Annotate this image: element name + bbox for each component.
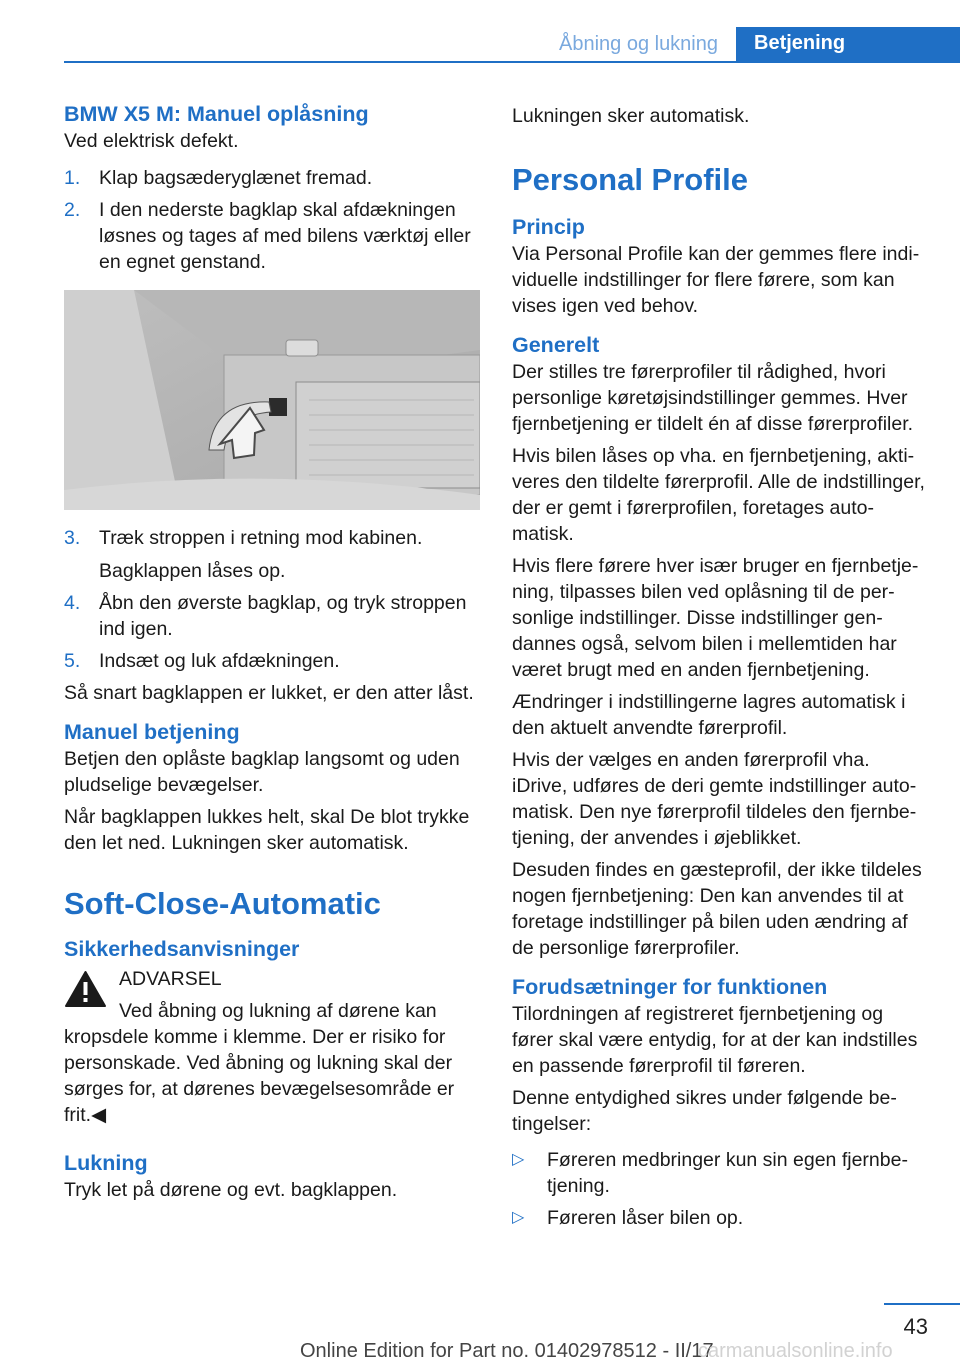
paragraph-general-4: Ændringer i indstillingerne lagres automatisk i den aktuelt anvendte førerprofil.: [512, 691, 906, 739]
paragraph-prereq-1: Tilordningen af registreret fjernbetjening og fører skal være entydig, for at der kan indstilles en passende førerprofil til føreren.: [512, 1003, 918, 1077]
paragraph-general-1: Der stilles tre førerprofiler til rådighed, hvori personlige køretøjsindstillinger gemmes. Hver fjernbetjening er tildelt én af disse førerprofiler.: [512, 361, 914, 435]
heading-principle: Princip: [512, 215, 585, 239]
page-header: [64, 27, 960, 63]
list-item: [64, 525, 482, 584]
paragraph-closing-auto: Lukningen sker automatisk.: [512, 105, 750, 127]
triangle-bullet-icon: ▷: [512, 1209, 525, 1226]
warning-block: [64, 966, 482, 992]
step-text: Åbn den øverste bagklap, og tryk stroppen ind igen.: [99, 592, 467, 640]
paragraph-manual-2: Når bagklappen lukkes helt, skal De blot trykke den let ned. Lukningen sker automatisk.: [64, 806, 470, 854]
condition-text: Føreren låser bilen op.: [547, 1207, 744, 1229]
list-item: [512, 1147, 928, 1199]
list-item: [64, 197, 482, 275]
list-item: [64, 590, 482, 642]
list-item: [64, 165, 482, 191]
list-item: [512, 1205, 928, 1231]
conditions-list: [512, 1147, 928, 1231]
condition-text: Føreren medbringer kun sin egen fjernbetjening.: [547, 1149, 908, 1197]
paragraph-prereq-2: Denne entydighed sikres under følgende betingelser:: [512, 1087, 897, 1135]
footer-watermark: carmanualsonline.info: [698, 1340, 893, 1362]
warning-text: Ved åbning og lukning af dørene kan kropsdele komme i klemme. Der er risiko for personskade. Ved åbning og lukning skal der sørges for, at dørenes bevægelsesområde er frit.◀: [64, 1000, 455, 1126]
heading-closing: Lukning: [64, 1151, 148, 1175]
warning-label: ADVARSEL: [119, 968, 222, 990]
paragraph-general-3: Hvis flere førere hver især bruger en fjernbetjening, tilpasses bilen ved oplåsning til de personlige indstillinger. Disse indstillinger gendannes også, selvom bilen i mellemtiden har været brugt med en anden fjernbetjening.: [512, 555, 919, 681]
heading-manual-unlock: BMW X5 M: Manuel oplåsning: [64, 102, 369, 126]
paragraph-electrical-defect: Ved elektrisk defekt.: [64, 130, 239, 152]
paragraph-general-6: Desuden findes en gæsteprofil, der ikke tildeles nogen fjernbetjening: Den kan anvendes til at foretage indstillinger på bilen uden ændring af de personlige førerprofiler.: [512, 859, 922, 959]
step-number: 5.: [64, 650, 81, 672]
steps-list-b: [64, 525, 482, 674]
paragraph-general-2: Hvis bilen låses op vha. en fjernbetjening, aktiveres den tildelte førerprofil. Alle de indstillinger, der er gemt i førerprofilen, foretages automatisk.: [512, 445, 925, 545]
step-text: Indsæt og luk afdækningen.: [99, 650, 340, 672]
warning-triangle-icon: [64, 970, 107, 1008]
paragraph-closing: Tryk let på dørene og evt. bagklappen.: [64, 1179, 398, 1201]
step-number: 2.: [64, 199, 81, 221]
paragraph-manual-1: Betjen den oplåste bagklap langsomt og uden pludselige bevægelser.: [64, 748, 460, 796]
step-number: 4.: [64, 592, 81, 614]
paragraph-principle: Via Personal Profile kan der gemmes flere individuelle indstillinger for flere førere, som kan vises igen ved behov.: [512, 243, 920, 317]
heading-prerequisites: Forudsætninger for funktionen: [512, 975, 828, 999]
list-item: [64, 648, 482, 674]
heading-soft-close: Soft-Close-Automatic: [64, 886, 381, 921]
footer-rule: [884, 1303, 960, 1305]
right-column: [512, 100, 928, 1231]
step-number: 1.: [64, 167, 81, 189]
heading-safety: Sikkerhedsanvisninger: [64, 937, 300, 961]
step-subtext: Bagklappen låses op.: [99, 560, 286, 582]
left-column: [64, 100, 482, 1203]
trunk-cover-photo: [64, 290, 480, 510]
step-text: Klap bagsæderyglænet fremad.: [99, 167, 373, 189]
step-text: I den nederste bagklap skal afdækningen løsnes og tages af med bilens værktøj eller en egnet genstand.: [99, 199, 471, 273]
heading-personal-profile: Personal Profile: [512, 162, 749, 197]
heading-manual-operation: Manuel betjening: [64, 720, 240, 744]
header-chapter-tab: Betjening: [736, 27, 960, 61]
steps-list-a: [64, 165, 482, 275]
step-text: Træk stroppen i retning mod kabinen.: [99, 527, 423, 549]
header-section-title: Åbning og lukning: [558, 33, 718, 55]
heading-general: Generelt: [512, 333, 600, 357]
step-number: 3.: [64, 527, 81, 549]
footer-edition: Online Edition for Part no. 01402978512 - II/17: [300, 1340, 714, 1362]
page-number: 43: [903, 1314, 928, 1339]
triangle-bullet-icon: ▷: [512, 1151, 525, 1168]
paragraph-after-close: Så snart bagklappen er lukket, er den atter låst.: [64, 682, 474, 704]
paragraph-general-5: Hvis der vælges en anden førerprofil vha. iDrive, udføres de deri gemte indstillinger automatisk. Den nye førerprofil tildeles den fjernbetjening, der anvendes i øjeblikket.: [512, 749, 917, 849]
